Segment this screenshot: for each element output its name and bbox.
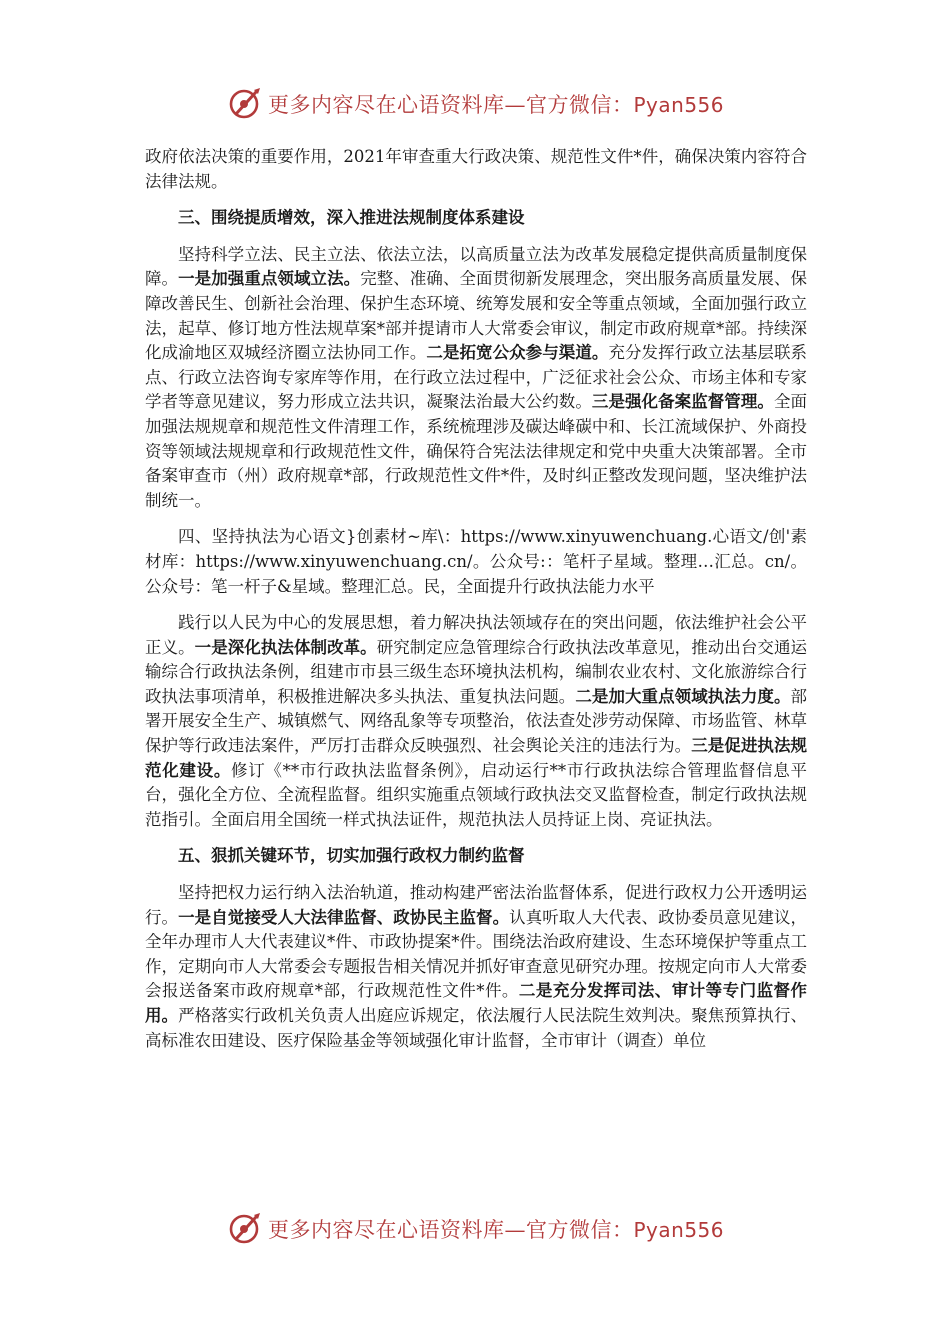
header-banner [0,84,950,124]
banner-text: 更多内容尽在心语资料库—官方微信：Pyan556 [267,93,724,117]
section-5-heading: 五、狠抓关键环节，切实加强行政权力制约监督 [178,846,525,866]
intro-paragraph: 政府依法决策的重要作用，2021年审查重大行政决策、规范性文件*件，确保决策内容符合法律法规。 [145,147,807,191]
document-body [145,145,807,1053]
section-4-paragraph: 践行以人民为中心的发展思想，着力解决执法领域存在的突出问题，依法维护社会公平正义。一是深化执法体制改革。研究制定应急管理综合行政执法改革意见，推动出台交通运输综合行政执法条例，组建市市县三级生态环境执法机构，编制农业农村、文化旅游综合行政执法事项清单，积极推进解决多头执法、重复执法问题。二是加大重点领域执法力度。部署开展安全生产、城镇燃气、网络乱象等专项整治，依法查处涉劳动保障、市场监管、林草保护等行政违法案件，严厉打击群众反映强烈、社会舆论关注的违法行为。三是促进执法规范化建设。修订《**市行政执法监督条例》，启动运行**市行政执法综合管理监督信息平台，强化全方位、全流程监督。组织实施重点领域行政执法交叉监督检查，制定行政执法规范指引。全面启用全国统一样式执法证件，规范执法人员持证上岗、亮证执法。 [145,613,808,829]
section-5-paragraph: 坚持把权力运行纳入法治轨道，推动构建严密法治监督体系，促进行政权力公开透明运行。一是自觉接受人大法律监督、政协民主监督。认真听取人大代表、政协委员意见建议，全年办理市人大代表建议*件、市政协提案*件。围绕法治政府建设、生态环境保护等重点工作，定期向市人大常委会专题报告相关情况并抓好审查意见研究办理。按规定向市人大常委会报送备案市政府规章*部，行政规范性文件*件。二是充分发挥司法、审计等专门监督作用。严格落实行政机关负责人出庭应诉规定，依法履行人民法院生效判决。聚焦预算执行、高标准农田建设、医疗保险基金等领域强化审计监督，全市审计（调查）单位 [145,883,808,1050]
pen-logo-icon [226,1209,266,1249]
section-4-heading: 四、坚持执法为心语文}创素材~库\：https://www.xinyuwenchuang.心语文/创'素材库：https://www.xinyuwenchuang.cn/。公众号:：笔杆子星域。整理…汇总。cn/。公众号：笔一杆子&星域。整理汇总。民，全面提升行政执法能力水平 [145,527,807,596]
wechat-handle: Pyan556 [633,93,724,117]
banner-text: 更多内容尽在心语资料库—官方微信：Pyan556 [267,1218,724,1242]
wechat-handle: Pyan556 [633,1218,724,1242]
section-3-heading: 三、围绕提质增效，深入推进法规制度体系建设 [178,208,525,228]
footer-banner [0,1209,950,1249]
pen-logo-icon [226,84,266,124]
section-3-paragraph: 坚持科学立法、民主立法、依法立法，以高质量立法为改革发展稳定提供高质量制度保障。一是加强重点领域立法。完整、准确、全面贯彻新发展理念，突出服务高质量发展、保障改善民生、创新社会治理、保护生态环境、统筹发展和安全等重点领域，全面加强行政立法，起草、修订地方性法规草案*部并提请市人大常委会审议，制定市政府规章*部。持续深化成渝地区双城经济圈立法协同工作。二是拓宽公众参与渠道。充分发挥行政立法基层联系点、行政立法咨询专家库等作用，在行政立法过程中，广泛征求社会公众、市场主体和专家学者等意见建议，努力形成立法共识，凝聚法治最大公约数。三是强化备案监督管理。全面加强法规规章和规范性文件清理工作，系统梳理涉及碳达峰碳中和、长江流域保护、外商投资等领域法规规章和行政规范性文件，确保符合宪法法律规定和党中央重大决策部署。全市备案审查市（州）政府规章*部，行政规范性文件*件，及时纠正整改发现问题，坚决维护法制统一。 [145,244,808,510]
